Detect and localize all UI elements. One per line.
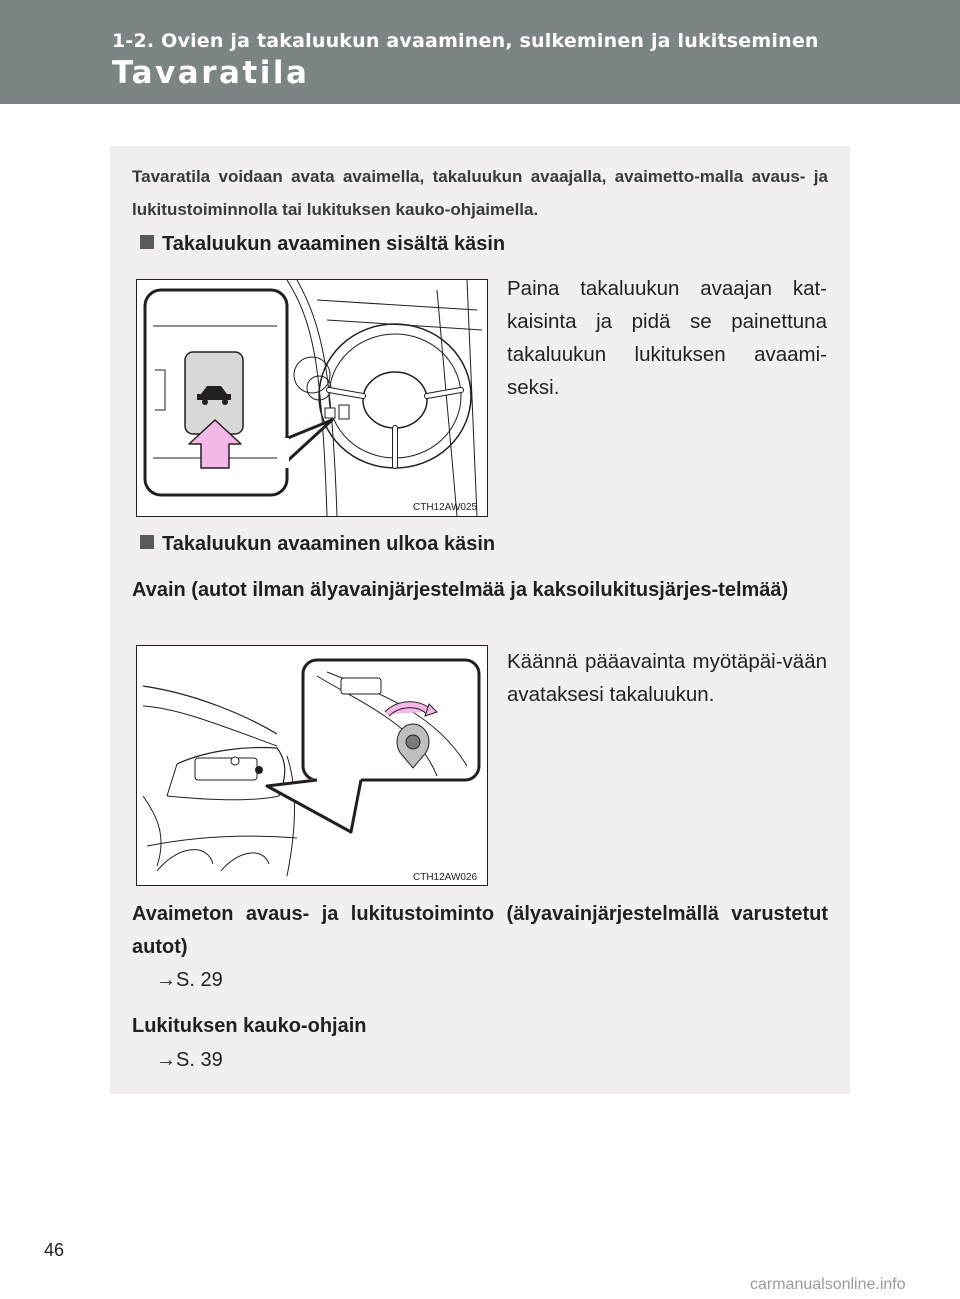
section-heading-inside-label: Takaluukun avaaminen sisältä käsin: [162, 233, 506, 255]
section-heading-outside: [140, 533, 495, 556]
page-reference-remote[interactable]: →S. 39: [156, 1049, 223, 1071]
section-heading-outside-label: Takaluukun avaaminen ulkoa käsin: [162, 533, 496, 555]
intro-paragraph: Tavaratila voidaan avata avaimella, takaluukun avaajalla, avaimetto-malla avaus- ja lukitustoiminnolla tai lukituksen kauko-ohjaimella.: [132, 167, 828, 219]
figure-trunk-key: [136, 645, 488, 886]
bullet-square-icon: [140, 535, 154, 549]
subheading-key: Avain (autot ilman älyavainjärjestelmää ja kaksoilukitusjärjes-telmää): [132, 579, 789, 601]
trunk-illustration: [137, 646, 487, 885]
instruction-text-outside: Käännä pääavainta myötäpäi-vään avataksesi takaluukun.: [507, 650, 827, 706]
bullet-square-icon: [140, 235, 154, 249]
dashboard-illustration: [137, 280, 487, 516]
subheading-remote: Lukituksen kauko-ohjain: [132, 1015, 367, 1037]
page-reference-keyless[interactable]: →S. 29: [156, 969, 223, 991]
figure-dashboard-switch: [136, 279, 488, 517]
page-number: 46: [44, 1240, 65, 1260]
figure-code: CTH12AW025: [413, 502, 478, 513]
section-label: 1-2. Ovien ja takaluukun avaaminen, sulkeminen ja lukitseminen: [112, 30, 819, 52]
subheading-keyless: Avaimeton avaus- ja lukitustoiminto (älyavainjärjestelmällä varustetut autot): [132, 903, 828, 958]
watermark: carmanualsonline.info: [750, 1276, 906, 1293]
section-heading-inside: [140, 233, 505, 256]
instruction-text-inside: Paina takaluukun avaajan kat-kaisinta ja pidä se painettuna takaluukun lukituksen avaami-seksi.: [507, 277, 827, 399]
page-header: [0, 0, 960, 104]
figure-code: CTH12AW026: [413, 872, 478, 883]
page-title: Tavaratila: [112, 55, 310, 91]
